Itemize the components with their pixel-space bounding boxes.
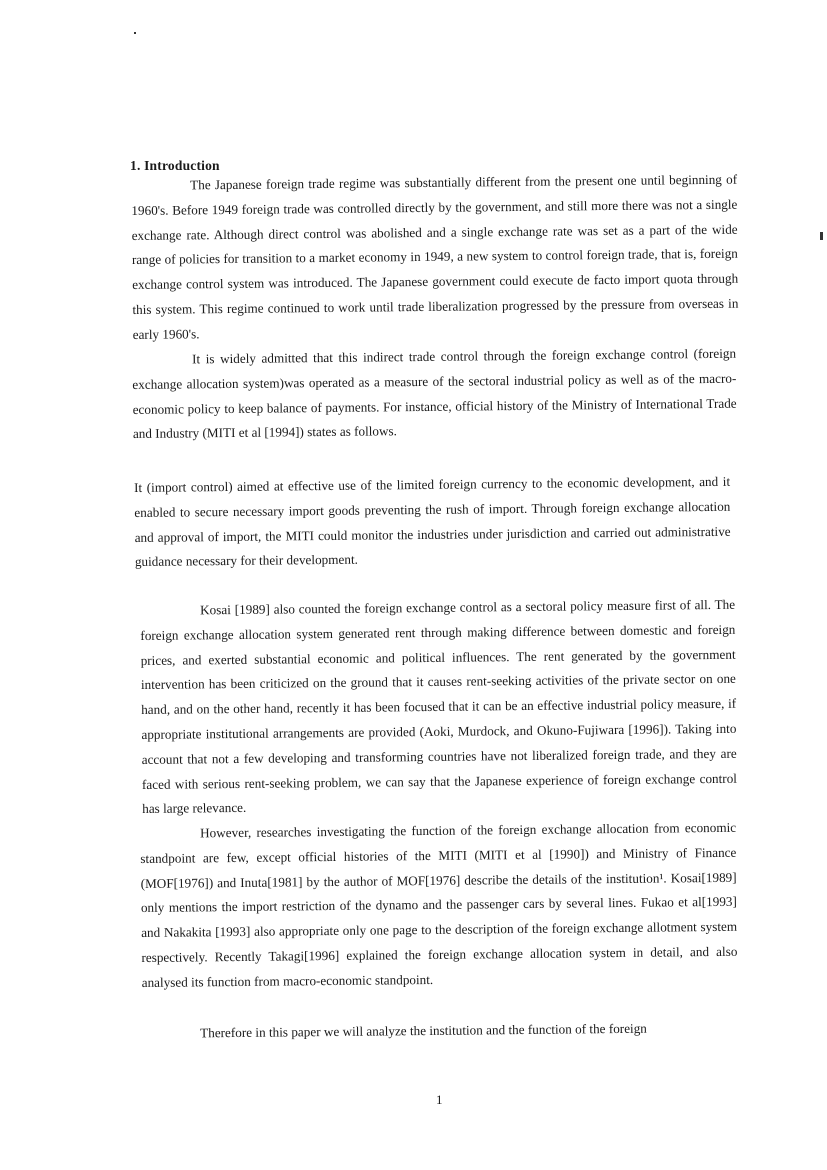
paragraph-1: The Japanese foreign trade regime was substantially different from the present one until beginning of 1960's. Before 1949 foreign trade was controlled directly by the government, and still more there was not a single exchange rate. Although direct control was abolished and a single exchange rate was set as a part of the wide range of policies for transition to a market economy in 1949, a new system to control foreign trade, that is, foreign exchange control system was introduced. The Japanese government could execute de facto import quota through this system. This regime continued to work until trade liberalization progressed by the pressure from overseas in early 1960's. bbox=[131, 171, 739, 342]
paragraph-4: However, researches investigating the function of the foreign exchange allocation from economic standpoint are few, except official histories of the MITI (MITI et al [1990]) and Ministry of Finance (MOF[1976]) and Inuta[1981] by the author of MOF[1976] describe the details of the institution¹. Kosai[1989] only mentions the import restriction of the dynamo and the passenger cars by several lines. Fukao et al[1993] and Nakakita [1993] also appropriate only one page to the description of the foreign exchange allotment system respectively. Recently Takagi[1996] explained the foreign exchange allocation system in detail, and also analysed its function from macro-economic standpoint. bbox=[140, 819, 738, 990]
block-quotation: It (import control) aimed at effective use of the limited foreign currency to the economic development, and it enabled to secure necessary import goods preventing the rush of import. Through foreign exchange allocation and approval of import, the MITI could monitor the industries under jurisdiction and carried out administrative guidance necessary for their development. bbox=[134, 473, 731, 570]
paragraph-2: It is widely admitted that this indirect trade control through the foreign exchange control (foreign exchange allocation system)was operated as a measure of the sectoral industrial policy as well as of the macro-economic policy to keep balance of payments. For instance, official history of the Ministry of International Trade and Industry (MITI et al [1994]) states as follows. bbox=[132, 345, 737, 442]
paragraph-3: Kosai [1989] also counted the foreign exchange control as a sectoral policy measure first of all. The foreign exchange allocation system generated rent through making difference between domestic and foreign prices, and exerted substantial economic and political influences. The rent generated by the government intervention has been criticized on the ground that it causes rent-seeking activities of the private sector on one hand, and on the other hand, recently it has been focused that it can be an effective industrial policy measure, if appropriate institutional arrangements are provided (Aoki, Murdock, and Okuno-Fujiwara [1996]). Taking into account that not a few developing and transforming countries have not liberalized foreign trade, and they are faced with serious rent-seeking problem, we can say that the Japanese experience of foreign exchange control has large relevance. bbox=[140, 596, 737, 817]
paragraph-5: Therefore in this paper we will analyze the institution and the function of the foreign bbox=[200, 1020, 647, 1041]
section-heading: 1. Introduction bbox=[130, 158, 220, 173]
scan-speck bbox=[134, 32, 136, 34]
scan-edge-mark bbox=[820, 232, 823, 240]
page-number: 1 bbox=[436, 1092, 443, 1107]
